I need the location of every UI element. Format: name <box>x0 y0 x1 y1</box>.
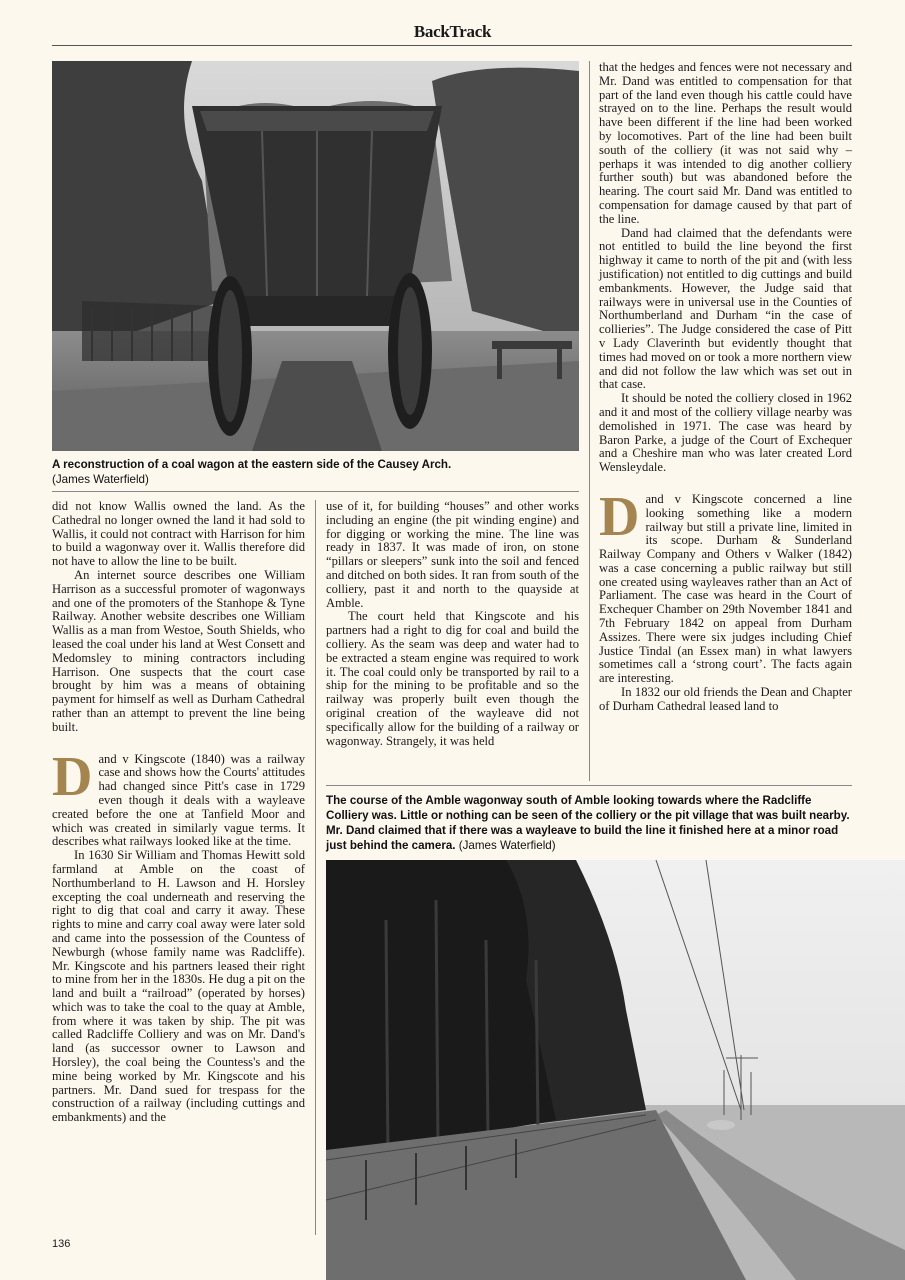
column-rule-1 <box>315 500 316 1235</box>
col3-paragraph-4-text: and v Kingscote concerned a line looking something like a modern railway but still a private line, limited in its scope. Durham & Sunderland Railway Company and Others v Walker (1842) was a case concerning a public railway but still one created using wayleaves rather than an Act of Parliament. The case was heard in the Court of Exchequer Chamber on 29th November 1841 and 7th February 1842 on appeal from Durham Assizes. There were six judges including Chief Justice Tindal (an Essex man) in what lawyers sometimes call a ‘strong court’. The facts again are interesting. <box>599 491 852 686</box>
masthead-rule <box>52 45 852 46</box>
wagonway-caption-text: The course of the Amble wagonway south of Amble looking towards where the Radcliffe Colliery was. Little or nothing can be seen of the colliery or the pit village that was built nearby. Mr. Dand claimed that if there was a wayleave to build the line it finished here at a minor road just behind the camera. <box>326 794 850 852</box>
col3-paragraph-2: Dand had claimed that the defendants were not entitled to build the line beyond the first highway it came to north of the pit and (with less justification) not entitled to dig cuttings and build embankments. However, the Judge said that railways were in universal use in the Counties of Northumberland and Durham “in the case of collieries”. The Judge considered the case of Pitt v Lady Claverinth but evidently thought that times had moved on or took a more northern view and did not follow the law which was set out in that case. <box>599 225 852 392</box>
col3-paragraph-5: In 1832 our old friends the Dean and Chapter of Durham Cathedral leased land to <box>599 685 852 713</box>
column-1 <box>52 500 305 1125</box>
col2-paragraph-2: The court held that Kingscote and his partners had a right to dig for coal and build the colliery. As the seam was deep and water had to be extracted a steam engine was required to work it. The coal could only be transported by rail to a ship for the mining to be profitable and so the railway was properly built even though the original creation of the wayleave did not specifically allow for the building of a railway or wagonway. Strangely, it was held <box>326 609 579 748</box>
wagonway-credit: (James Waterfield) <box>458 839 556 852</box>
coal-wagon-credit: (James Waterfield) <box>52 473 149 486</box>
caption2-rule <box>326 785 852 786</box>
caption1-rule <box>52 491 579 492</box>
column-2 <box>326 500 579 748</box>
col3-dropcap: D <box>599 485 640 548</box>
column-3 <box>599 61 852 714</box>
wagonway-caption <box>326 793 852 853</box>
col3-paragraph-3: It should be noted the colliery closed in 1962 and it and most of the colliery village nearby was demolished in 1971. The case was heard by Baron Parke, a judge of the Court of Exchequer and a Cheshire man who was later created Lord Wensleydale. <box>599 391 852 475</box>
coal-wagon-caption-text: A reconstruction of a coal wagon at the eastern side of the Causey Arch. <box>52 458 452 471</box>
col3-paragraph-1: that the hedges and fences were not necessary and Mr. Dand was entitled to compensation for that part of the land even though his cattle could have strayed on to the line. Perhaps the result would have been different if the line had been worked by locomotives. Part of the line had been built south of the colliery (it was not said why – perhaps it was intended to dig another colliery further south) but was abandoned before the hearing. The court said Mr. Dand was entitled to compensation for damage caused by that part of the line. <box>599 60 852 226</box>
col1-paragraph-3 <box>52 745 305 850</box>
coal-wagon-caption <box>52 457 579 487</box>
wagonway-photo <box>326 860 905 1280</box>
col1-paragraph-3-text: and v Kingscote (1840) was a railway case and shows how the Courts' attitudes had changed since Pitt's case in 1729 even though it deals with a wayleave created before the one at Tanfield Moor and which was created in similarly vague terms. It describes what railways looked like at the time. <box>52 751 305 849</box>
page-number: 136 <box>52 1238 71 1250</box>
col1-dropcap: D <box>52 745 93 808</box>
col1-paragraph-2: An internet source describes one William Harrison as a successful promoter of wagonways and one of the promoters of the Stanhope & Tyne Railway. Another website describes one William Wallis as a man from Westoe, South Shields, who leased the coal under his land at West Consett and Medomsley to mining contractors including Harrison. One suspects that the court case brought by him was a means of obtaining payment for himself as well as Durham Cathedral rather than an attempt to prevent the line being built. <box>52 567 305 734</box>
col3-paragraph-4 <box>599 485 852 686</box>
column-rule-2 <box>589 61 590 781</box>
masthead: BackTrack <box>413 22 492 41</box>
col2-paragraph-1: use of it, for building “houses” and other works including an engine (the pit winding engine) and for digging or working the mine. The line was ready in 1837. It was made of iron, on stone “pillars or sleepers” sunk into the soil and fenced and ditched on both sides. It ran from south of the colliery, past it and north to the quayside at Amble. <box>326 499 579 610</box>
col1-paragraph-4: In 1630 Sir William and Thomas Hewitt sold farmland at Amble on the coast of Northumberland to H. Lawson and H. Horsley excepting the coal underneath and reserving the right to dig that coal and carry it away. These rights to mine and carry coal away were later sold and came into the possession of the Countess of Newburgh (whose family name was Radcliffe). Mr. Kingscote and his partners leased their right to mine from her in the 1830s. He dug a pit on the land and built a “railroad” (operated by horses) which was to take the coal to the quay at Amble, from where it was taken by ship. The pit was called Radcliffe Colliery and was on Mr. Dand's land (as successor owner to Lawson and Horsley), the coal being the Countess's and the mine being worked by Mr. Kingscote and his partners. Mr. Dand sued for trespass for the construction of a railway (including cuttings and embankments) and the <box>52 848 305 1125</box>
coal-wagon-photo <box>52 61 579 451</box>
col1-paragraph-1: did not know Wallis owned the land. As the Cathedral no longer owned the land it had sold to Wallis, it could not contract with Harrison for him to build a wagonway over it. Wallis therefore did not have to allow the line to be built. <box>52 499 305 569</box>
